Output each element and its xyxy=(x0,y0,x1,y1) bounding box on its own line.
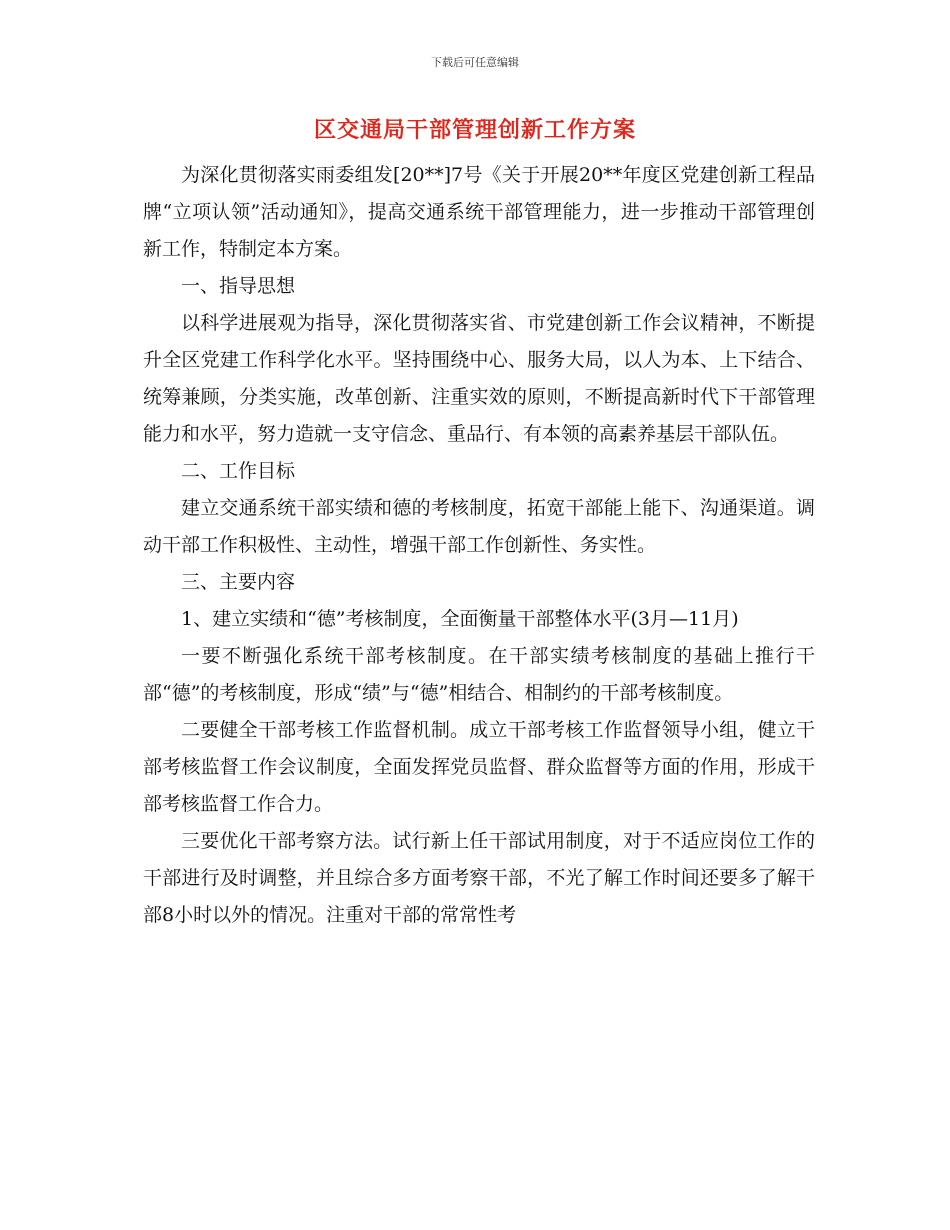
paragraph-point-2: 二要健全干部考核工作监督机制。成立干部考核工作监督领导小组，健立干部考核监督工作会议制度，全面发挥党员监督、群众监督等方面的作用，形成干部考核监督工作合力。 xyxy=(143,719,815,815)
paragraph-item-1: 1、建立实绩和“德”考核制度，全面衡量干部整体水平(3月—11月) xyxy=(181,608,739,630)
header-note: 下载后可任意编辑 xyxy=(431,56,519,69)
document-body xyxy=(143,157,815,934)
section-heading-work-goals: 二、工作目标 xyxy=(181,460,296,482)
paragraph-work-goals: 建立交通系统干部实绩和德的考核制度，拓宽干部能上能下、沟通渠道。调动干部工作积极性、主动性，增强干部工作创新性、务实性。 xyxy=(143,497,815,556)
section-heading-main-content: 三、主要内容 xyxy=(181,571,296,593)
section-heading-guiding-thought: 一、指导思想 xyxy=(181,275,296,297)
paragraph-guiding-thought: 以科学进展观为指导，深化贯彻落实省、市党建创新工作会议精神，不断提升全区党建工作科学化水平。坚持围绕中心、服务大局，以人为本、上下结合、统筹兼顾，分类实施，改革创新、注重实效的原则，不断提高新时代下干部管理能力和水平，努力造就一支守信念、重品行、有本领的高素养基层干部队伍。 xyxy=(143,312,815,445)
document-title: 区交通局干部管理创新工作方案 xyxy=(313,118,636,143)
paragraph-intro: 为深化贯彻落实雨委组发[20**]7号《关于开展20**年度区党建创新工程品牌“立项认领”活动通知》，提高交通系统干部管理能力，进一步推动干部管理创新工作，特制定本方案。 xyxy=(143,164,815,260)
paragraph-point-3: 三要优化干部考察方法。试行新上任干部试用制度，对于不适应岗位工作的干部进行及时调整，并且综合多方面考察干部，不光了解工作时间还要多了解干部8小时以外的情况。注重对干部的常常性考 xyxy=(143,830,815,926)
paragraph-point-1: 一要不断强化系统干部考核制度。在干部实绩考核制度的基础上推行干部“德”的考核制度，形成“绩”与“德”相结合、相制约的干部考核制度。 xyxy=(143,645,815,704)
